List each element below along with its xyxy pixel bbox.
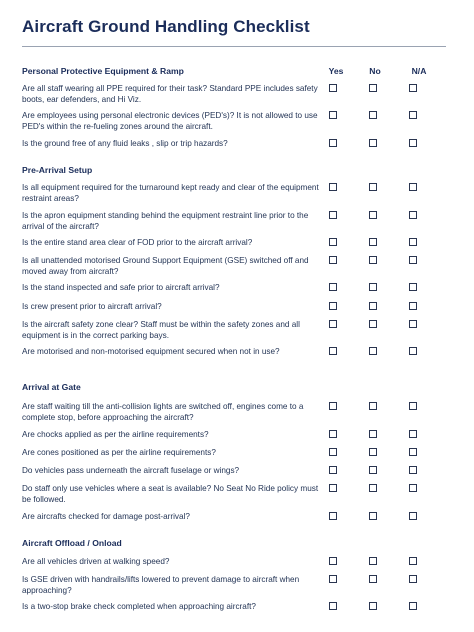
no-checkbox[interactable]	[369, 302, 377, 310]
checklist-question: Is the stand inspected and safe prior to aircraft arrival?	[22, 283, 220, 292]
na-checkbox[interactable]	[409, 575, 417, 583]
na-checkbox[interactable]	[409, 238, 417, 246]
yes-checkbox[interactable]	[329, 448, 337, 456]
section-heading: Arrival at Gate	[22, 382, 81, 392]
checklist-question: Are aircrafts checked for damage post-arrival?	[22, 512, 190, 521]
no-checkbox[interactable]	[369, 139, 377, 147]
no-checkbox[interactable]	[369, 430, 377, 438]
yes-checkbox[interactable]	[329, 211, 337, 219]
checklist-question: Is the ground free of any fluid leaks , slip or trip hazards?	[22, 139, 228, 148]
checklist-question: Is the entire stand area clear of FOD prior to the aircraft arrival?	[22, 238, 253, 247]
column-header-yes: Yes	[328, 66, 344, 76]
no-checkbox[interactable]	[369, 466, 377, 474]
checklist-question: Do staff only use vehicles where a seat is available? No Seat No Ride policy must be followed.	[22, 484, 319, 504]
yes-checkbox[interactable]	[329, 575, 337, 583]
section-heading: Aircraft Offload / Onload	[22, 538, 122, 548]
no-checkbox[interactable]	[369, 211, 377, 219]
yes-checkbox[interactable]	[329, 111, 337, 119]
no-checkbox[interactable]	[369, 448, 377, 456]
na-checkbox[interactable]	[409, 283, 417, 291]
checklist-question: Are staff waiting till the anti-collision lights are switched off, engines come to a complete stop, before approaching the aircraft?	[22, 402, 304, 422]
yes-checkbox[interactable]	[329, 183, 337, 191]
checklist-question: Is GSE driven with handrails/lifts lowered to prevent damage to aircraft when approaching?	[22, 575, 300, 595]
checklist-question: Is the aircraft safety zone clear? Staff must be within the safety zones and all equipment is in the correct parking bays.	[22, 320, 300, 340]
checklist-question: Are chocks applied as per the airline requirements?	[22, 430, 209, 439]
na-checkbox[interactable]	[409, 111, 417, 119]
na-checkbox[interactable]	[409, 256, 417, 264]
checklist-question: Are all staff wearing all PPE required for their task? Standard PPE includes safety boots, ear defenders, and Hi Viz.	[22, 84, 318, 104]
checklist-question: Is all unattended motorised Ground Support Equipment (GSE) switched off and moved away from aircraft?	[22, 256, 309, 276]
no-checkbox[interactable]	[369, 111, 377, 119]
checklist-question: Do vehicles pass underneath the aircraft fuselage or wings?	[22, 466, 240, 475]
yes-checkbox[interactable]	[329, 557, 337, 565]
title-divider	[22, 46, 446, 47]
no-checkbox[interactable]	[369, 402, 377, 410]
checklist-question: Is crew present prior to aircraft arrival?	[22, 302, 162, 311]
yes-checkbox[interactable]	[329, 84, 337, 92]
yes-checkbox[interactable]	[329, 466, 337, 474]
column-header-no: No	[369, 66, 381, 76]
section-heading: Personal Protective Equipment & Ramp	[22, 66, 184, 76]
checklist-question: Is the apron equipment standing behind the equipment restraint line prior to the arrival of the aircraft?	[22, 211, 309, 231]
yes-checkbox[interactable]	[329, 139, 337, 147]
no-checkbox[interactable]	[369, 283, 377, 291]
yes-checkbox[interactable]	[329, 402, 337, 410]
na-checkbox[interactable]	[409, 84, 417, 92]
yes-checkbox[interactable]	[329, 347, 337, 355]
na-checkbox[interactable]	[409, 484, 417, 492]
na-checkbox[interactable]	[409, 211, 417, 219]
checklist-question: Are all vehicles driven at walking speed?	[22, 557, 170, 566]
na-checkbox[interactable]	[409, 448, 417, 456]
no-checkbox[interactable]	[369, 484, 377, 492]
section-heading: Pre-Arrival Setup	[22, 165, 93, 175]
checklist-question: Is a two-stop brake check completed when approaching aircraft?	[22, 602, 256, 611]
yes-checkbox[interactable]	[329, 302, 337, 310]
checklist-question: Are cones positioned as per the airline requirements?	[22, 448, 216, 457]
na-checkbox[interactable]	[409, 402, 417, 410]
na-checkbox[interactable]	[409, 302, 417, 310]
no-checkbox[interactable]	[369, 320, 377, 328]
na-checkbox[interactable]	[409, 430, 417, 438]
no-checkbox[interactable]	[369, 347, 377, 355]
no-checkbox[interactable]	[369, 256, 377, 264]
yes-checkbox[interactable]	[329, 484, 337, 492]
no-checkbox[interactable]	[369, 557, 377, 565]
yes-checkbox[interactable]	[329, 238, 337, 246]
na-checkbox[interactable]	[409, 320, 417, 328]
na-checkbox[interactable]	[409, 512, 417, 520]
no-checkbox[interactable]	[369, 84, 377, 92]
checklist-question: Is all equipment required for the turnaround kept ready and clear of the equipment restraint areas?	[22, 183, 319, 203]
na-checkbox[interactable]	[409, 139, 417, 147]
no-checkbox[interactable]	[369, 575, 377, 583]
yes-checkbox[interactable]	[329, 512, 337, 520]
no-checkbox[interactable]	[369, 512, 377, 520]
checklist-question: Are employees using personal electronic devices (PED's)? It is not allowed to use PED's within the re-fueling zones around the aircraft.	[22, 111, 318, 131]
no-checkbox[interactable]	[369, 602, 377, 610]
column-header-na: N/A	[411, 66, 427, 76]
yes-checkbox[interactable]	[329, 430, 337, 438]
no-checkbox[interactable]	[369, 183, 377, 191]
yes-checkbox[interactable]	[329, 256, 337, 264]
na-checkbox[interactable]	[409, 602, 417, 610]
yes-checkbox[interactable]	[329, 283, 337, 291]
na-checkbox[interactable]	[409, 183, 417, 191]
na-checkbox[interactable]	[409, 557, 417, 565]
checklist-question: Are motorised and non-motorised equipment secured when not in use?	[22, 347, 280, 356]
yes-checkbox[interactable]	[329, 602, 337, 610]
na-checkbox[interactable]	[409, 466, 417, 474]
no-checkbox[interactable]	[369, 238, 377, 246]
yes-checkbox[interactable]	[329, 320, 337, 328]
page-title: Aircraft Ground Handling Checklist	[22, 17, 310, 36]
na-checkbox[interactable]	[409, 347, 417, 355]
